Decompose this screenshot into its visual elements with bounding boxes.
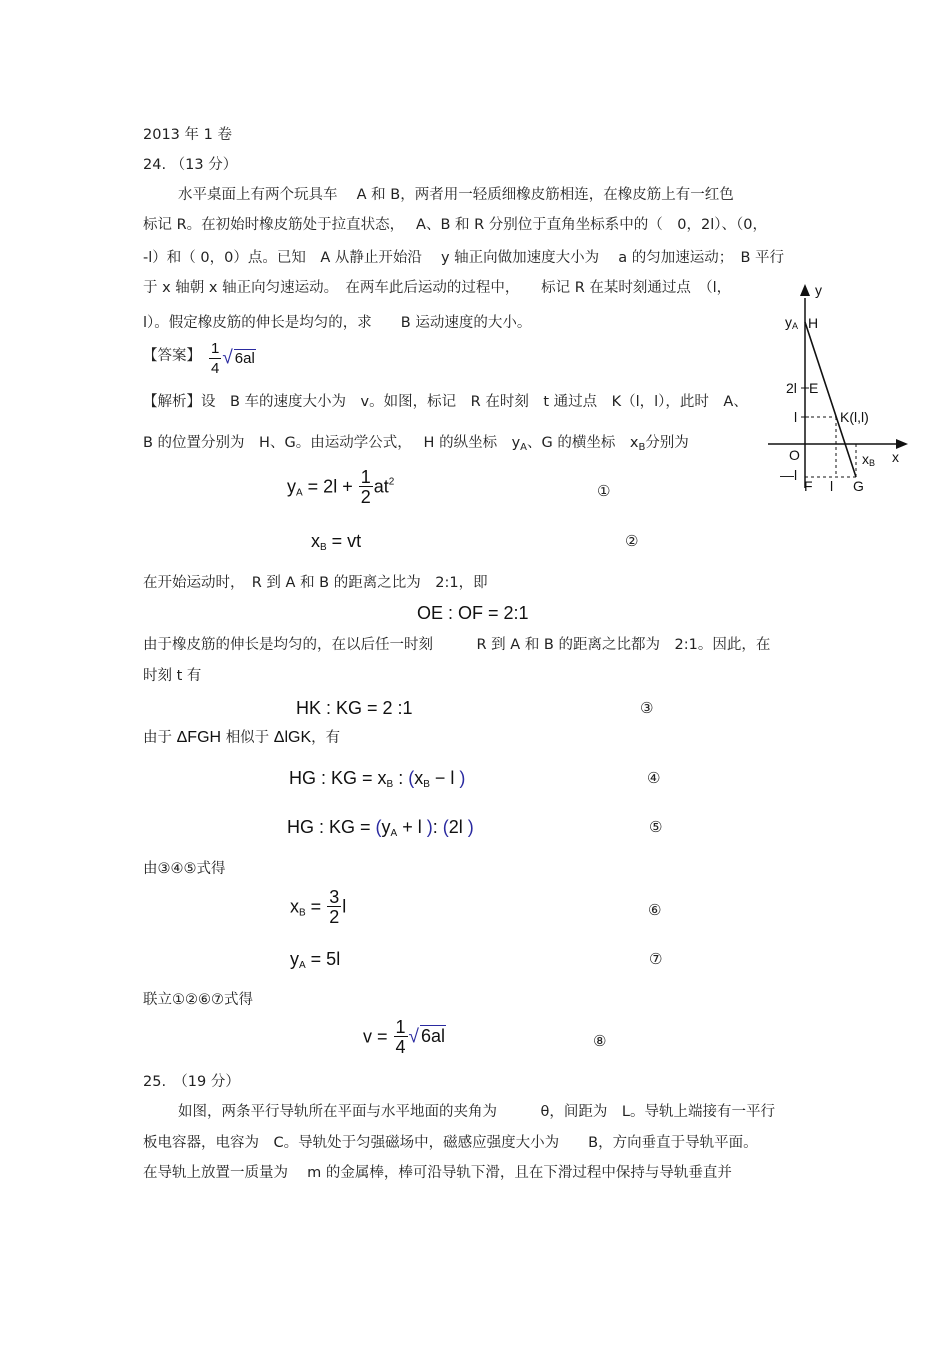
q24-line5: l）。假定橡皮筋的伸长是均匀的，求 B 运动速度的大小。 <box>143 315 532 331</box>
triangle-lgk: ΔlGK <box>273 729 312 746</box>
q25-line3: 在导轨上放置一质量为 m 的金属棒，棒可沿导轨下滑，且在下滑过程中保持与导轨垂直并 <box>143 1165 732 1181</box>
equation-7: $y_A = 5l$ <box>290 949 341 971</box>
label-l-x: l <box>830 478 834 494</box>
analysis-line2-a: B 的位置分别为 H、G。由运动学公式， H 的纵坐标 y <box>143 435 521 451</box>
answer-label: 【答案】 <box>143 348 201 364</box>
q24-line4: 于 x 轴朝 x 轴正向匀速运动。 在两车此后运动的过程中， 标记 R 在某时刻通过点 （l， <box>143 280 732 296</box>
q25-line1: 如图，两条平行导轨所在平面与水平地面的夹角为 θ，间距为 L。导轨上端接有一平行 <box>178 1104 775 1120</box>
x-axis-label: x <box>892 449 899 465</box>
y-axis-label: y <box>815 282 822 298</box>
equation-8: v = $\frac{1}{4}$ √ 6al <box>363 1017 445 1057</box>
point-g-label: G <box>853 478 864 494</box>
answer-radicand: 6al <box>234 350 255 368</box>
point-h-label: H <box>808 315 819 331</box>
marker-2: ② <box>625 532 639 550</box>
origin-label: O <box>789 447 800 463</box>
marker-8: ⑧ <box>593 1032 607 1050</box>
analysis-line2 <box>143 434 689 457</box>
q25-number: 25. （19 分） <box>143 1074 240 1090</box>
equation-4: HG : KG = $x_B$ : ($x_B - l$ ) <box>289 768 466 790</box>
equation-2: $x_B$ = vt <box>311 531 362 553</box>
equation-5: HG : KG = ($y_A + l$ ): (2l ) <box>287 817 474 839</box>
sub-b: B <box>638 442 646 453</box>
point-k-label: K(l,l) <box>840 409 869 425</box>
coordinate-figure <box>760 278 920 503</box>
from-345-text: 由③④⑤式得 <box>143 861 226 877</box>
equation-3: HK : KG = 2 :1 <box>296 698 413 718</box>
similar-line: 由于 ΔFGH 相似于 ΔlGK，有 <box>143 729 341 746</box>
q24-line1: 水平桌面上有两个玩具车 A 和 B，两者用一轻质细橡皮筋相连，在橡皮筋上有一红色 <box>178 187 734 203</box>
analysis-line2-c: 分别为 <box>645 435 689 451</box>
equation-oe-of: OE : OF = 2:1 <box>417 603 529 623</box>
marker-7: ⑦ <box>649 950 663 968</box>
ratio-start-text: 在开始运动时， R 到 A 和 B 的距离之比为 2:1，即 <box>143 575 488 591</box>
sub-a: A <box>520 442 527 453</box>
marker-1: ① <box>597 482 611 500</box>
label-l: l <box>794 409 798 425</box>
marker-3: ③ <box>640 699 654 717</box>
marker-5: ⑤ <box>649 818 663 836</box>
line-hg <box>805 322 856 477</box>
ya-label: yA <box>785 314 799 331</box>
point-e-label: E <box>809 380 819 396</box>
q25-line2: 板电容器，电容为 C。导轨处于匀强磁场中，磁感应强度大小为 B，方向垂直于导轨平面。 <box>143 1135 758 1151</box>
analysis-line2-b: 、G 的横坐标 x <box>527 435 639 451</box>
x-axis-arrow-icon <box>896 439 908 449</box>
y-axis-arrow-icon <box>800 284 810 296</box>
q24-line3: -l）和（ 0，0）点。已知 A 从静止开始沿 y 轴正向做加速度大小为 a 的匀加速运动； B 平行 <box>143 250 785 266</box>
analysis-line1: 【解析】设 B 车的速度大小为 v。如图，标记 R 在时刻 t 通过点 K（l，l），此时 A、 <box>143 394 748 410</box>
year-label: 2013 年 1 卷 <box>143 127 232 143</box>
combine-text: 联立①②⑥⑦式得 <box>143 992 253 1008</box>
answer-denominator: 4 <box>211 360 220 377</box>
marker-6: ⑥ <box>648 901 662 919</box>
label-2l: 2l <box>786 380 797 396</box>
answer-formula: $\frac{1}{4}$ √ 6al <box>211 340 255 377</box>
equation-6: $x_B$ = $\frac{3}{2}$ l <box>290 887 347 927</box>
q24-line2: 标记 R。在初始时橡皮筋处于拉直状态， A、B 和 R 分别位于直角坐标系中的（ 0，2l）、（0， <box>143 217 768 233</box>
answer-numerator: 1 <box>211 340 220 357</box>
marker-4: ④ <box>647 769 661 787</box>
triangle-fgh: ΔFGH <box>176 729 222 746</box>
point-f-label: F <box>804 478 813 494</box>
ratio-line2: 时刻 t 有 <box>143 668 202 684</box>
xb-label: xB <box>862 451 876 468</box>
ratio-line1: 由于橡皮筋的伸长是均匀的，在以后任一时刻 R 到 A 和 B 的距离之比都为 2:1。因此，在 <box>143 637 771 653</box>
label-minus-l: —l <box>780 467 798 483</box>
equation-1: $y_A = 2l$ + $\frac{1}{2}$ $at^2$ <box>287 467 395 507</box>
q24-number: 24. （13 分） <box>143 157 238 173</box>
